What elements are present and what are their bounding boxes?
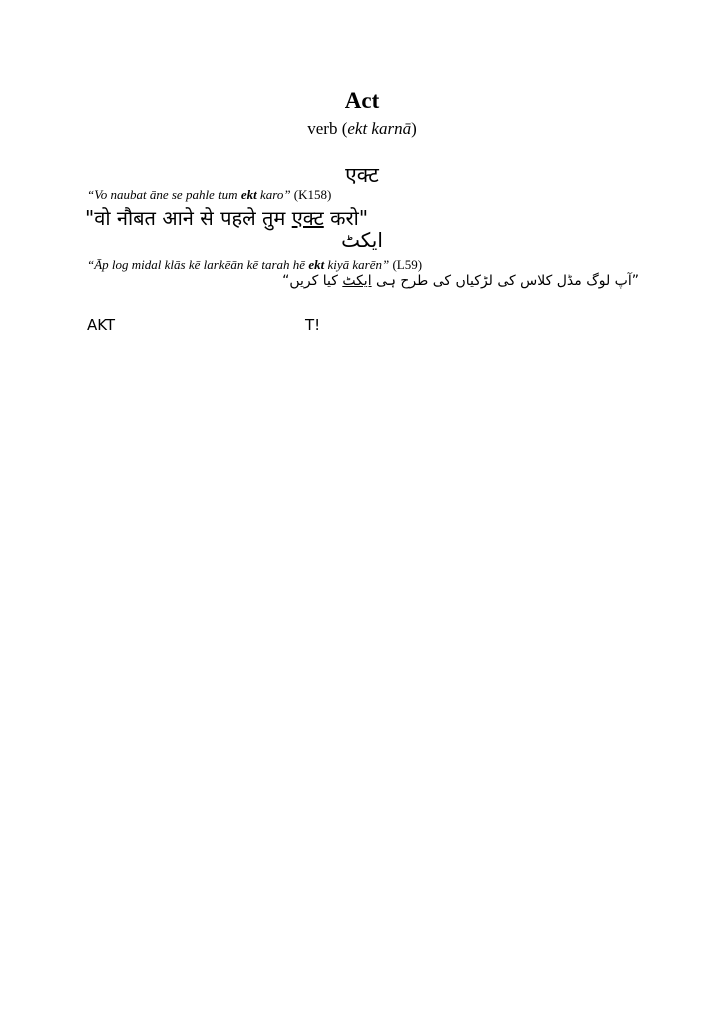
urdu-word: ایکٹ <box>341 228 383 252</box>
example2-urdu <box>207 273 639 289</box>
example1-roman-open: “Vo naubat āne se pahle tum <box>87 187 241 202</box>
example1-hindi-keyword: एक्ट <box>291 206 324 230</box>
example2-roman-open: “Āp log midal klās kē larkēān kē tarah hē <box>87 257 309 272</box>
headword: Act <box>344 88 380 113</box>
example2-urdu-keyword: ایکٹ <box>342 273 372 289</box>
example2-source: (L59) <box>389 257 423 272</box>
example2-roman-keyword: ekt <box>308 257 325 272</box>
example1-romanized <box>87 187 331 203</box>
pronunciation-note: T! <box>305 316 321 334</box>
example1-source: (K158) <box>290 187 332 202</box>
example1-hindi <box>85 204 368 231</box>
example2-urdu-before: ”آپ لوگ مڈل کلاس کی لڑکیاں کی طرح ہی <box>371 273 639 289</box>
example1-roman-close: karo” <box>256 187 291 202</box>
example2-roman-close: kiyā karēn” <box>324 257 390 272</box>
example2-romanized <box>87 257 422 273</box>
pos-suffix: ) <box>411 119 417 138</box>
example1-hindi-after: करो" <box>323 206 369 230</box>
pos-transliteration: ekt karnā <box>347 119 412 138</box>
pronunciation: AKT <box>87 316 116 334</box>
pos-prefix: verb ( <box>307 119 348 138</box>
hindi-word: एक्ट <box>345 163 379 187</box>
example1-roman-keyword: ekt <box>240 187 257 202</box>
part-of-speech <box>0 119 724 139</box>
example1-hindi-before: "वो नौबत आने से पहले तुम <box>85 206 292 230</box>
example2-urdu-after: کیا کریں“ <box>282 273 343 289</box>
